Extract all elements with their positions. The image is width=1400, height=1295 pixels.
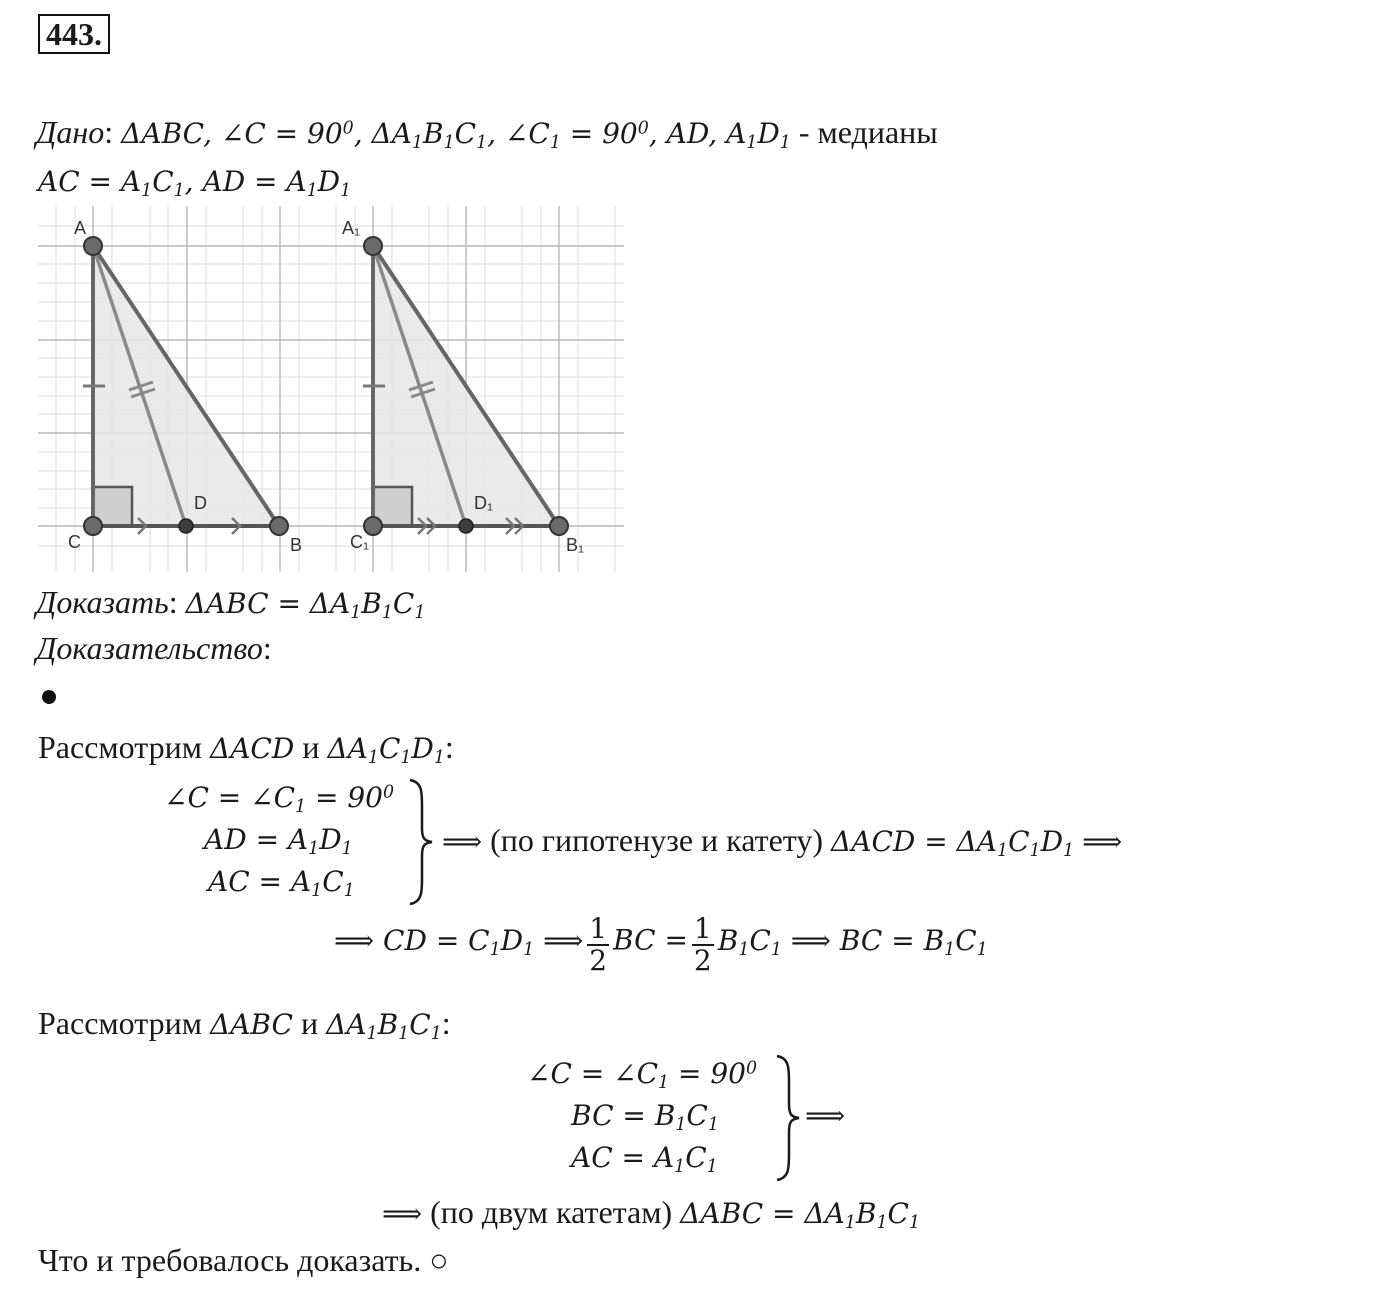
vertex-label-b: B — [290, 535, 303, 555]
given-suffix: - медианы — [790, 114, 938, 150]
vertex-label-b1: B₁ — [566, 535, 585, 555]
step1-intro: Рассмотрим ΔACD и $\Delta A_1C_1D_1$: — [38, 729, 454, 768]
vertex-label-d: D — [194, 493, 207, 513]
qed-line: Что и требовалось доказать. ○ — [38, 1242, 449, 1278]
triangle-abc — [68, 218, 302, 555]
problem-number: 443. — [38, 14, 110, 54]
system-1 — [150, 778, 440, 908]
system2-row-3: AC = $A_1C_1$ — [571, 1141, 718, 1177]
right-brace-icon — [773, 1054, 803, 1182]
step2-intro: Рассмотрим ΔABC и $\Delta A_1B_1C_1$: — [38, 1005, 451, 1044]
system-2 — [515, 1054, 845, 1184]
vertex-label-c: C — [68, 532, 81, 552]
conclusion-1: ⟹ (по гипотенузе и катету) $\Delta ACD = \Delta A_1C_1D_1$ ⟹ — [442, 822, 1123, 861]
prove-math: $\Delta ABC = \Delta A_1B_1C_1$ — [185, 587, 426, 623]
system1-row-3: AC = $A_1C_1$ — [208, 865, 355, 901]
prove-label: Доказать — [36, 584, 169, 620]
implies-arrow: ⟹ — [805, 1099, 846, 1132]
conclusion-2: ⟹ (по двум катетам) $\Delta ABC = \Delta A_1B_1C_1$ — [382, 1194, 920, 1233]
vertex-label-c1: C₁ — [350, 532, 370, 552]
proof-heading: Доказательство: — [36, 630, 272, 666]
given-line-1: Дано: ΔABC, ∠C = $90^0$, $\Delta A_1B_1C_1$, $\angle C_1 = 90^0$, AD, $A_1D_1$ - медианы — [36, 114, 938, 153]
chain-line: ⟹ CD = $C_1D_1$ ⟹ $\frac{1}{2}$ BC = $\frac{1}{2}$ $B_1C_1$ ⟹ BC = $B_1C_1$ — [334, 912, 988, 977]
given-math-1: ΔABC, ∠C = $90^0$, $\Delta A_1B_1C_1$, $\angle C_1 = 90^0$, AD, $A_1D_1$ — [121, 117, 791, 153]
triangle-a1b1c1 — [342, 218, 584, 555]
given-math-2: AC = $A_1C_1$, AD = $A_1D_1$ — [38, 165, 352, 201]
proof-label: Доказательство — [36, 630, 263, 666]
prove-line: Доказать: $\Delta ABC = \Delta A_1B_1C_1$ — [36, 584, 426, 623]
vertex-label-d1: D₁ — [474, 493, 494, 513]
right-brace-icon — [406, 778, 436, 906]
vertex-label-a: A — [74, 218, 87, 238]
given-label: Дано — [36, 114, 105, 150]
bullet-icon — [42, 690, 56, 704]
given-line-2 — [38, 160, 351, 202]
triangles-figure — [38, 206, 624, 572]
system2-row-1: ∠C = $\angle C_1 = 90^0$ — [527, 1057, 758, 1093]
fraction-half: $\frac{1}{2}$ — [589, 912, 608, 977]
system2-row-2: BC = $B_1C_1$ — [571, 1099, 719, 1135]
vertex-label-a1: A₁ — [342, 218, 361, 238]
fraction-half: $\frac{1}{2}$ — [693, 912, 712, 977]
system1-row-1: ∠C = $\angle C_1 = 90^0$ — [164, 781, 395, 817]
system1-row-2: AD = $A_1D_1$ — [204, 823, 353, 859]
